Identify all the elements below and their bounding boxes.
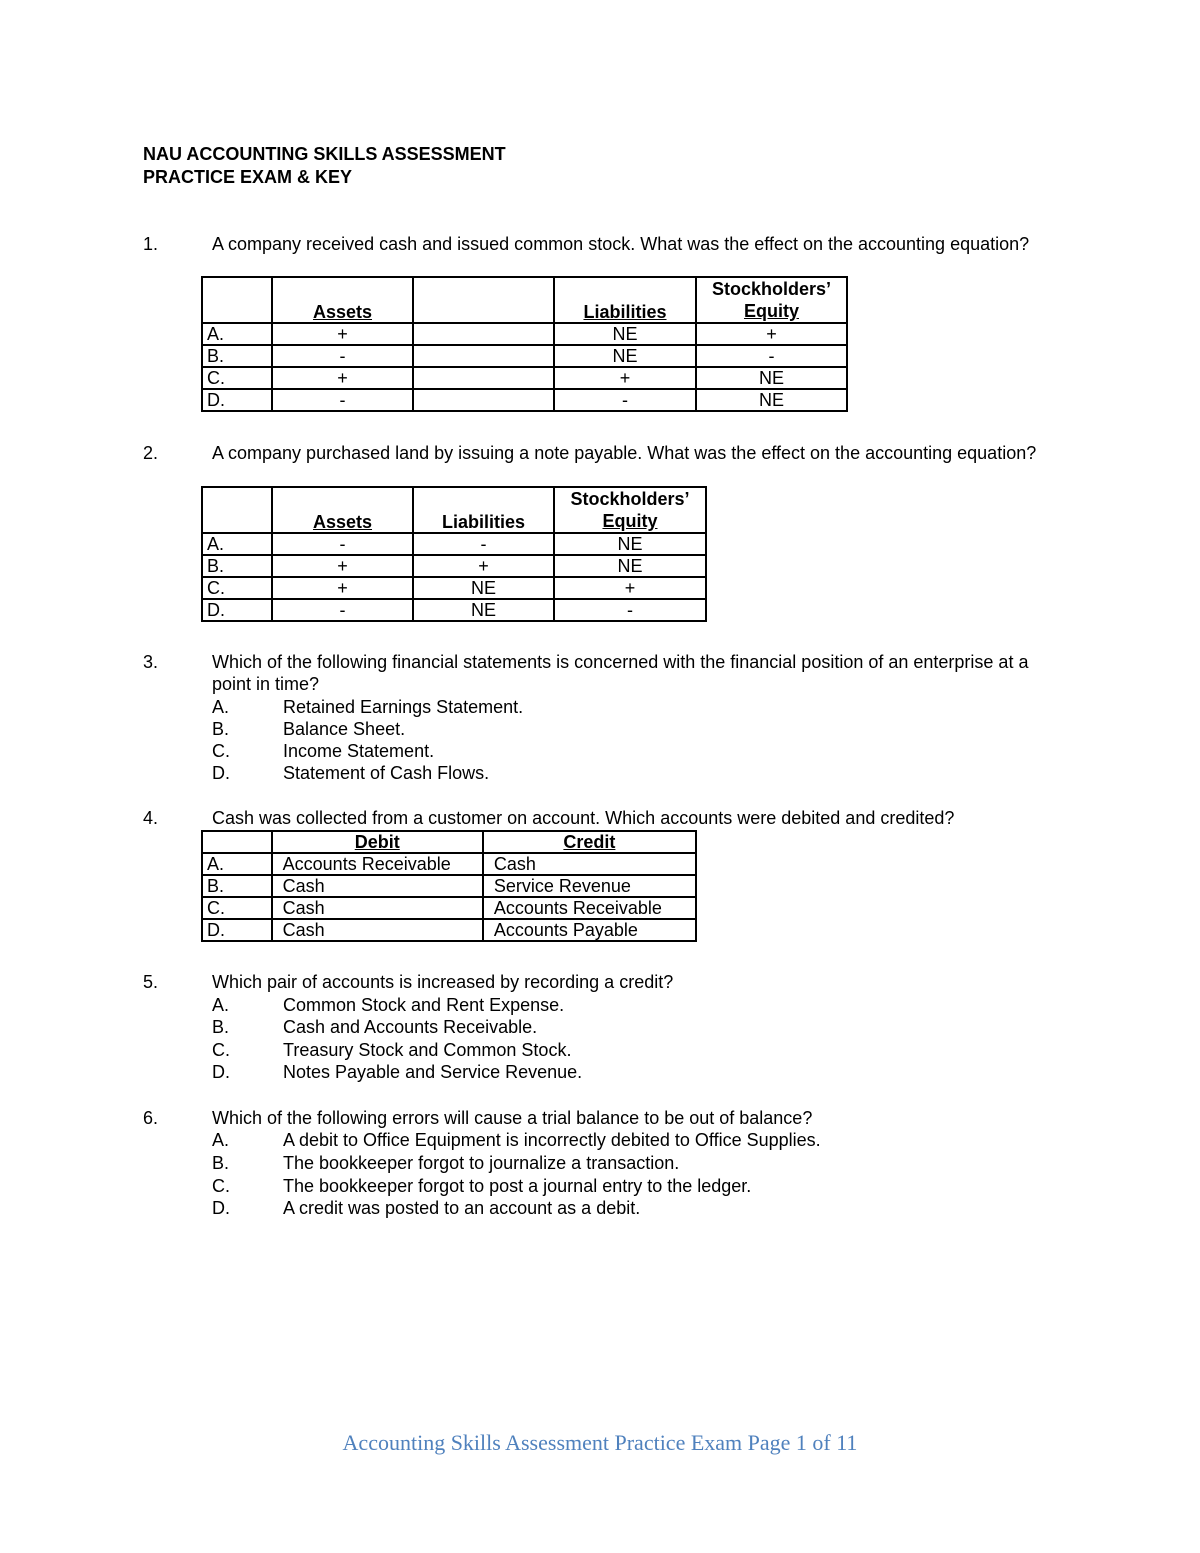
question-text: A company purchased land by issuing a note payable. What was the effect on the accounting equation?: [212, 443, 1037, 463]
document-page: NAU ACCOUNTING SKILLS ASSESSMENT PRACTICE EXAM & KEY 1. A company received cash and issued common stock. What was the effect on the accounting equation? Assets Liabilities Stockholders’ Equity A. + NE + B. - NE - C. + + NE D. - - NE 2. A company purchased land by issuing a note payable. What was the effect on the accounting equation? Assets Liabilities Stockholders’ Equity A. - - NE B. + + NE C. + NE + D. - NE - 3. Which of the following financial statements is concerned with the financial position of an enterprise at a point in time? A. Retained Earnings Statement. B. Balance Sheet. C. Income Statement. D. Statement of Cash Flows. 4. Cash was collected from a customer on account. Which accounts were debited and credited? Debit Credit A. Accounts Receivable Cash B. Cash Service Revenue C. Cash Accounts Receivable D. Cash Accounts Payable 5. Which pair of accounts is increased by recording a credit? A. Common Stock and Rent Expense. B. Cash and Accounts Receivable. C. Treasury Stock and Common Stock. D. Notes Payable and Service Revenue. 6. Which of the following errors will cause a trial balance to be out of balance? A. A debit to Office Equipment is incorrectly debited to Office Supplies. B. The bookkeeper forgot to journalize a transaction. C. The bookkeeper forgot to post a journal entry to the ledger. D. A credit was posted to an account as a debit. Accounting Skills Assessment Practice Exam Page 1 of 11: [0, 0, 1200, 1553]
question-number: 4.: [143, 808, 159, 828]
question-text: A company received cash and issued common stock. What was the effect on the accounting equation?: [212, 234, 1030, 254]
table-row: B. + + NE: [202, 555, 706, 577]
table-row: A. + NE +: [202, 323, 847, 345]
table-row: C. + + NE: [202, 367, 847, 389]
question-number: 1.: [143, 234, 159, 254]
question-1: [143, 233, 1043, 277]
answer-table-q2: [201, 486, 707, 622]
table-header-equity: Stockholders’ Equity: [696, 277, 847, 323]
document-title: NAU ACCOUNTING SKILLS ASSESSMENT: [143, 144, 506, 164]
question-2: [143, 442, 1043, 486]
table-header-assets: Assets: [272, 487, 413, 533]
table-row: D. Cash Accounts Payable: [202, 919, 696, 941]
question-6: [143, 1107, 1043, 1129]
table-header-blank: [202, 487, 272, 533]
document-subtitle: PRACTICE EXAM & KEY: [143, 167, 353, 187]
table-header-equity: Stockholders’ Equity: [554, 487, 706, 533]
table-row: C. + NE +: [202, 577, 706, 599]
table-row: A. Accounts Receivable Cash: [202, 853, 696, 875]
question-number: 6.: [143, 1108, 159, 1128]
answer-table-q1: [201, 276, 848, 412]
table-header-liabilities: Liabilities: [554, 277, 696, 323]
question-number: 5.: [143, 972, 159, 992]
table-row: C. Cash Accounts Receivable: [202, 897, 696, 919]
answer-table-q4: [201, 830, 697, 942]
question-5: [143, 971, 1043, 993]
question-text: Cash was collected from a customer on account. Which accounts were debited and credited?: [212, 808, 955, 828]
table-header-liabilities: Liabilities: [413, 487, 554, 533]
table-header-credit: Credit: [483, 831, 696, 853]
question-text: Which of the following financial statements is concerned with the financial position of an enterprise at a point in time?: [212, 652, 1029, 694]
table-header-assets: Assets: [272, 277, 413, 323]
table-header-blank: [202, 277, 272, 323]
question-text: Which pair of accounts is increased by recording a credit?: [212, 972, 674, 992]
table-row: D. - - NE: [202, 389, 847, 411]
question-3: [143, 651, 1043, 695]
table-header-blank: [202, 831, 272, 853]
table-header-blank: [413, 277, 554, 323]
question-text: Which of the following errors will cause a trial balance to be out of balance?: [212, 1108, 813, 1128]
question-4: [143, 807, 1043, 829]
table-row: B. Cash Service Revenue: [202, 875, 696, 897]
question-number: 3.: [143, 652, 159, 672]
table-row: D. - NE -: [202, 599, 706, 621]
page-footer: Accounting Skills Assessment Practice Exam Page 1 of 11: [342, 1430, 858, 1455]
table-row: B. - NE -: [202, 345, 847, 367]
table-header-debit: Debit: [272, 831, 483, 853]
question-number: 2.: [143, 443, 159, 463]
table-row: A. - - NE: [202, 533, 706, 555]
